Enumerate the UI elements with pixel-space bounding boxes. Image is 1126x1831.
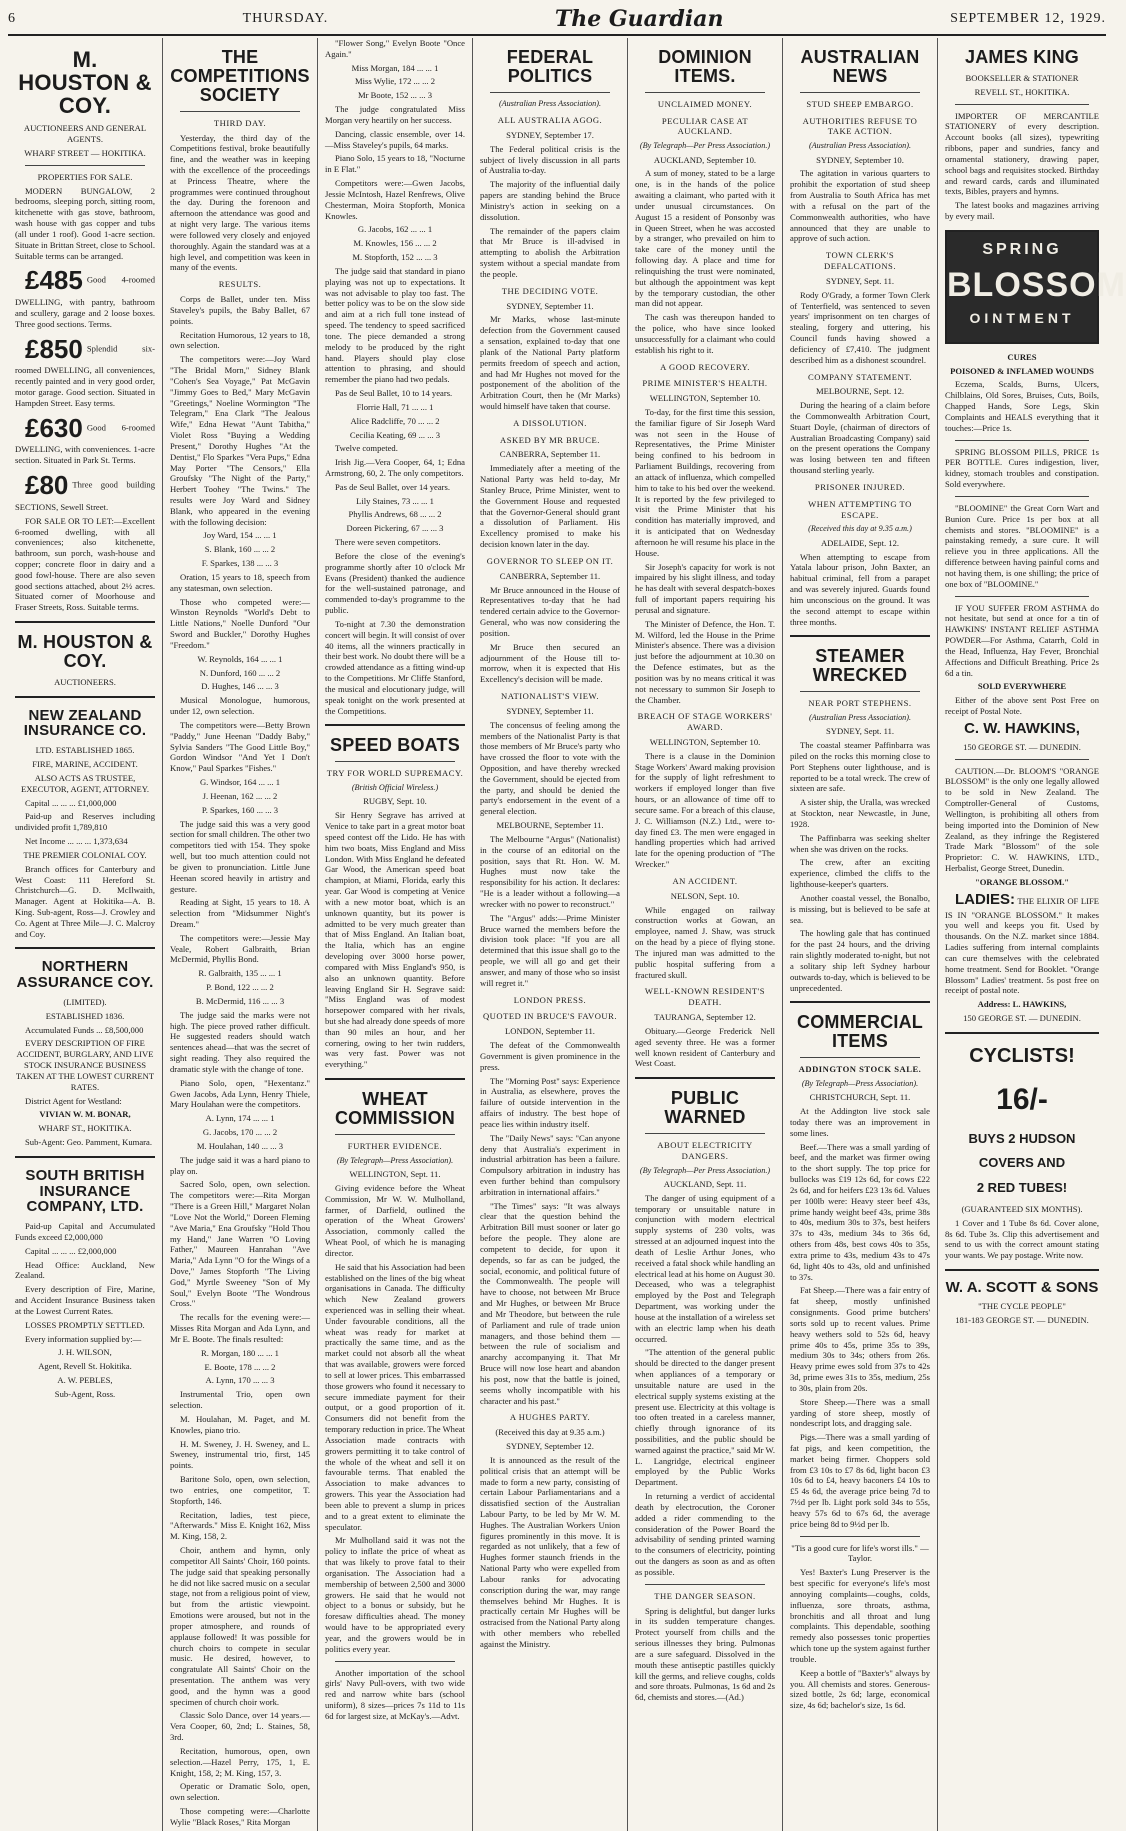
masthead-date: SEPTEMBER 12, 1929. xyxy=(950,11,1106,26)
ad-80: £80 Three good building SECTIONS, Sewell Street. xyxy=(15,470,155,512)
south-british-heading: SOUTH BRITISH INSURANCE COMPANY, LTD. xyxy=(25,1166,145,1216)
steamer-wrecked-heading: STEAMER WRECKED xyxy=(812,646,908,686)
public-warned-heading: PUBLIC WARNED xyxy=(664,1088,746,1128)
nz-insurance-heading: NEW ZEALAND INSURANCE CO. xyxy=(23,706,147,740)
properties-heading: PROPERTIES FOR SALE. xyxy=(37,171,133,182)
column-5: DOMINION ITEMS. UNCLAIMED MONEY. PECULIAR CASE AT AUCKLAND. (By Telegraph—Per Press Association.) AUCKLAND, September 10. A sum of money, stated to be a large one, is in the hands of the police awaiting a claimant, who parted with it under unusual circumstances. On August 15 a resident of Ponsonby was in Queen Street, when he was accosted by a stranger, who prevailed on him to take care of the money until the following day. A place and time for relinquishing the trust were nominated, but although the appointment was kept by the temporary custodian, the other man did not appear. The cash was thereupon handed to the police, who have since looked unsuccessfully for a claimant who could establish his right to it. A GOOD RECOVERY. PRIME MINISTER'S HEALTH. WELLINGTON, September 10. To-day, for the first time this session, the familiar figure of Sir Joseph Ward was not seen in the House of Representatives, the Prime Minister being confined to his bedroom in Parliament Buildings, recovering from an attack of influenza, which compelled him to take to his bed over the weekend. It is reported by the few privileged to visit the Prime Minister that his condition has materially improved, and it is anticipated that on Wednesday afternoon he will resume his place in the House. Sir Joseph's capacity for work is not impaired by his slight illness, and today he has dealt with several despatch-boxes full of important papers requiring his perusal and signature. The Minister of Defence, the Hon. T. M. Wilford, led the House in the Prime Minister's absence. There was a division just before the adjournment at 10.30 on the Defence estimates, but as the position was by no means critical it was not necessary to summon Sir Joseph to the Chamber. BREACH OF STAGE WORKERS' AWARD. WELLINGTON, September 10. There is a clause in the Dominion Stage Workers' Award making provision for the supply of light refreshment to workers if employed longer than five hours, or an allowance of time off to secure same. For a breach of this clause, J. C. Williamson (N.Z.) Ltd., were to-day fined £3. The men were engaged in handling properties which had arrived late for the opening production of "The Wrecker." AN ACCIDENT. NELSON, Sept. 10. While engaged on railway construction works at Gowan, an employee, named J. Shaw, was struck on the head by a piece of flying stone. The injured man was admitted to the public hospital suffering from a fractured skull. WELL-KNOWN RESIDENT'S DEATH. TAURANGA, September 12. Obituary.—George Frederick Nell aged seventy three. He was a former well known resident of Canterbury and West Coast. PUBLIC WARNED ABOUT ELECTRICITY DANGERS. (By Telegraph—Per Press Association.) AUCKLAND, Sept. 11. The danger of using equipment of a temporary or unsuitable nature in conjunction with modern electrical supply systems of 230 volts, was stressed at an adjourned inquest into the death of Leslie Arthur Jones, who received a fatal shock while handling an electrical lead at his home on August 30. Deceased, who was a telegraphist employed by the Post and Telegraph Department, was working under the house at the installation of a wireless set with an electric lamp when his death occurred. "The attention of the general public should be directed to the danger present when appliances of a temporary or unsuitable nature are used in the electrical supply systems existing at the present use. Electricity at this voltage is too often treated in a careless manner, chiefly through ignorance of its possibilities, and the public should be warned against the practice," said Mr W. L. Langridge, electrical engineer employed by the Public Works Department. In returning a verdict of accidental death by electrocution, the Coroner added a rider commending to the consideration of the Power Board the advisability of sending printed warning to the consumers of electricity, pointing out the dangers as soon as and as often as possible. THE DANGER SEASON. Spring is delightful, but danger lurks in its sudden temperature changes. Protect yourself from chills and the serious illnesses they bring. Pulmonas are a sure safeguard. Dissolved in the mouth these antiseptic pastilles quickly kill the germs, and relieve coughs, colds and sore throats. Pulmonas, 1s 6d and 2s 6d, chemists and stores.—(Ad.) xyxy=(628,38,783,1831)
column-3: "Flower Song," Evelyn Boote "Once Again." Miss Morgan, 184 ... ... 1 Miss Wylie, 172 ... ... 2 Mr Boote, 152 ... ... 3 The judge congratulated Miss Morgan very heartily on her success. Dancing, classic ensemble, over 14.—Miss Staveley's pupils, 64 marks. Piano Solo, 15 years to 18, "Nocturne in E Flat." Competitors were:—Gwen Jacobs, Jessie McIntosh, Hazel Renfrews, Olive Chesterman, Moira Stopforth, Monica Knowles. G. Jacobs, 162 ... ... 1 M. Knowles, 156 ... ... 2 M. Stopforth, 152 ... ... 3 The judge said that standard in piano playing was not up to expectations. It was not advisable to play too fast. The better policy was to be on the slow side and aim at a rich full tone instead of speed. The tendency to speed sacrificed tone. The piece demanded a strong melody to be produced by the right hand. Players should play close attention to phrasing, and should remember the piano had two pedals. Pas de Seul Ballet, 10 to 14 years. Florrie Hall, 71 ... ... 1 Alice Radcliffe, 70 ... ... 2 Cecilia Keating, 69 ... ... 3 Twelve competed. Irish Jig.—Vera Cooper, 64, 1; Edna Armstrong, 60, 2. The only competitors. Pas de Seul Ballet, over 14 years. Lily Staines, 73 ... ... 1 Phyllis Andrews, 68 ... ... 2 Doreen Pickering, 67 ... ... 3 There were seven competitors. Before the close of the evening's programme shortly after 10 o'clock Mr Evans (President) thanked the audience for the well-sustained patronage, and commended to-day's programme to the public. To-night at 7.30 the demonstration concert will begin. It will consist of over 40 items, all the winners practically in their best work. No doubt there will be a crowded attendance as a fitting wind-up to the Competitions. Mr Cliffe Stanford, the musical and elocutionary judge, will speak tonight on the work presented at the Competitions. SPEED BOATS TRY FOR WORLD SUPREMACY. (British Official Wireless.) RUGBY, Sept. 10. Sir Henry Segrave has arrived at Venice to take part in a great motor boat speed contest off the Lido. He has with him two boats, Miss England and Miss London. With Miss England he defeated Gar Wood, the American speed boat champion, at Miami, Florida, early this year. Gar Wood is competing at Venice with a new motor boat, which is an unknown quantity, but its power is admitted to be very much greater than that of Miss England. An Italian boat, the Italia, which has an engine developing over 3000 horse power, compared with Miss England's 950, is also an unknown quantity. Before leaving England Sir H. Segrave said: "Miss England was of modest horsepower compared with her rivals, but she had already done speeds of more than 90 miles an hour, and her cornering, owing to her twin rudders, was very fast. Power was not everything." WHEAT COMMISSION FURTHER EVIDENCE. (By Telegraph—Press Association). WELLINGTON, Sept. 11. Giving evidence before the Wheat Commission, Mr W. W. Mulholland, farmer, of Darfield, outlined the operation of the Wheat Growers' Association, commonly called the Wheat Pool, of which he is managing director. He said that his Association had been established on the lines of the big wheat organisations in Canada. The difficulty which New Zealand growers experienced was in selling their wheat. Under favourable conditions, all the wheat was ready for market at practically the same time, and as the market could not absorb all the wheat that was available, growers were forced to sell at lower prices. This embarrassed those growers who found it necessary to secure immediate payment for their output, or a good proportion of it. Consumers did not benefit from the temporary reduction in price. The Wheat Association made contracts with growers permitting it to take control of the whole of the wheat and sell it on favourable terms. That enabled the Association to make advances to growers. This year the Association had been able to prevent a slump in prices and to a great extent to eliminate the speculator. Mr Mulholland said it was not the policy to inflate the price of wheat as that was likely to prove fatal to their organisation. The Association had a membership of between 2,500 and 3000 growers. He said that he would not object to a bonus or subsidy, but he foresaw difficulties ahead. The money would have to be appropriated every year, and the growers would be in politics every year. Another importation of the school girls' Navy Pull-overs, with two wide red and narrow white bars (school uniform), 8 sizes—prices 7s 11d to 11s 6d for largest size, at McKay's.—Advt. xyxy=(318,38,473,1831)
scott-sons-heading: W. A. SCOTT & SONS xyxy=(945,1279,1099,1297)
column-4: FEDERAL POLITICS (Australian Press Association). ALL AUSTRALIA AGOG. SYDNEY, September 17. The Federal political crisis is the subject of lively discussion in all parts of Australia to-day. The majority of the influential daily papers are standing behind the Bruce Ministry's action in seeking on a dissolution. The remainder of the papers claim that Mr Bruce is ill-advised in attempting to abolish the Arbitration system without a special mandate from the people. THE DECIDING VOTE. SYDNEY, September 11. Mr Marks, whose last-minute defection from the Government caused a sensation, explained to-day that one plank of the National Party platform permits freedom of speech and action, and had Mr Hughes not moved for the postponement of the abolition of the Arbitration Court, then he (Mr Marks) would himself have taken that course. A DISSOLUTION. ASKED BY MR BRUCE. CANBERRA, September 11. Immediately after a meeting of the National Party was held to-day, Mr Stanley Bruce, Prime Minister, went to the Government House and requested that the Governor-General should grant a dissolution of Parliament. His Excellency promised to make his decision known later in the day. GOVERNOR TO SLEEP ON IT. CANBERRA, September 11. Mr Bruce announced in the House of Representatives to-day that he had tendered certain advice to the Governor-General, who was now considering the position. Mr Bruce then secured an adjournment of the House till to-morrow, when it is expected that His Excellency's decision will be made. NATIONALIST'S VIEW. SYDNEY, September 11. The concensus of feeling among the members of the Nationalist Party is that those members of Mr Bruce's party who have crossed the floor to vote with the Opposition, and have thereby wrecked the Government, should be ejected from the party, and should be denied the party's endorsement in the event of a general election. MELBOURNE, September 11. The Melbourne "Argus" (Nationalist) in the course of an editorial on the position, says that Rt. Hon. W. M. Hughes must now take the responsibility for his action. It declares: "He is a leader without a following—a wrecker with no power to reconstruct." The "Argus" adds:—Prime Minister Bruce warned the members before the division took place: "If you are all determined that this issue shall go to the people, we will all go and get their answer, and many of those who so insist will regret it." LONDON PRESS. QUOTED IN BRUCE'S FAVOUR. LONDON, September 11. The defeat of the Commonwealth Government is given prominence in the press. The "Morning Post" says: Experience in Australia, as elsewhere, proves the failure of outside intervention in the affairs of industry. The best hope of peace lies within industry itself. The "Daily News" says: "Can anyone deny that Australia's experiment in industrial arbitration has been a failure. Compulsory arbitration in industry has even further behind than compulsory arbitration in international affairs." "The Times" says: "It was always clear that the question behind the Arbitration Bill must sooner or later go before the people. They alone are competent to decide, for upon it depends, so far as can be judged, the social, economic, and political future of the Commonwealth. The people will have to choose, not between Mr Bruce and Mr Hughes, or between Mr Bruce and Mr Theodore, but between the rule of Parliament and rule of trade union managers, and those behind them —between the rule of socialism and anarchy accompanying it. That Mr Bruce will now lose heart and abandon his post, now that the battle is joined, seems wholly incompatible with his character and his past." A HUGHES PARTY. (Received this day at 9.35 a.m.) SYDNEY, September 12. It is announced as the result of the political crisis that an attempt will be made to form a new party, consisting of certain Labour Parliamentarians and a dissatisfied section of the Australian Labour Party, to be led by Mr W. M. Hughes. The Australian Workers Union figures prominently in this move. It is regarded as not unlikely, that a few of Hughes former staunch friends in the National Party who were expelled from Labour ranks for advocating conscription during the war, may range themselves behind Mr Hughes. It is practically certain Mr Hughes will be ostracised from the National Party along with other members who rebelled against the Ministry. xyxy=(473,38,628,1831)
ad-485: £485 Good 4-roomed DWELLING, with pantry, bathroom and scullery, garage and 2 loose boxes. Three good sections. Terms. xyxy=(15,265,155,329)
column-2: THE COMPETITIONS SOCIETY THIRD DAY. Yesterday, the third day of the Competitions festival, broke beautifully fine, and the weather was in keeping with the excellence of the proceedings at Princess Theatre, where the programmes were continued throughout the day. During the forenoon and afternoon the attendance was good and at night very large. The various items were followed very closely and enjoyed thoroughly. Again the standard was at a high level, and competition was keen in many of the events. RESULTS. Corps de Ballet, under ten. Miss Staveley's pupils, the Baby Ballet, 67 points. Recitation Humorous, 12 years to 18, own selection. The competitors were:—Joy Ward "The Bridal Morn," Sidney Blank "Cohen's Sea Voyage," Pat McGavin "Jimmy Goes to Bed," Mary McGavin "Greetings," Noeline Wormington "The Telegram," Ena Clark "The Jealous Wife," Edna Hewat "Aunt Tabitha," Violet Ross "Buying a Wedding Present," Dorothy Hughes "At the Dentist," Flo Sparkes "Vera Pups," Edna May Porter "The Censors," Ella Groufsky "The Night of the Party," Herbert Toohey "The Twins." The results were Joy Ward and Sidney Blank, who appeared in the evening with the following decision: Joy Ward, 154 ... ... 1 S. Blank, 160 ... ... 2 F. Sparkes, 138 ... ... 3 Oration, 15 years to 18, speech from any statesman, own selection. Those who competed were:—Winston Reynolds "World's Debt to Little Nations," Noelle Dunford "Our Sword and Buckler," Dorothy Hughes "Freedom." W. Reynolds, 164 ... ... 1 N. Dunford, 160 ... ... 2 D. Hughes, 146 ... ... 3 Musical Monologue, humorous, under 12, own selection. The competitors were—Betty Brown "Paddy," June Heenan "Daddy Baby," Sylvia Sanders "The Good Little Boy," Gordon Windsor "And Yet I Don't Know," Paul Sparkes "Fishes." G. Windsor, 164 ... ... 1 J. Heenan, 162 ... ... 2 P. Sparkes, 160 ... ... 3 The judge said this was a very good section for small children. The other two competitors tied with 154. They spoke well, but too much attention could not be given to pronunciation. Little June Heenan scored heavily in artistry and gesture. Reading at Sight, 15 years to 18. A selection from "Midsummer Night's Dream." The competitors were:—Jessie May Veale, Robert Galbraith, Brian McDermid, Phyllis Bond. R. Galbraith, 135 ... ... 1 P. Bond, 122 ... ... 2 B. McDermid, 116 ... ... 3 The judge said the marks were not high. The piece proved rather difficult. He suggested readers should watch sentences ahead—that was the secret of sight reading. They also required the dramatic style with the change of tone. Piano Solo, open, "Hexentanz." Gwen Jacobs, Ada Lynn, Henry Thiele, Mary Houlahan were the competitors. A. Lynn, 174 ... ... 1 G. Jacobs, 170 ... ... 2 M. Houlahan, 140 ... ... 3 The judge said it was a hard piano to play on. Sacred Solo, open, own selection. The competitors were:—Rita Morgan "There is a Green Hill," Margaret Nolan "Love Not the World," Doreen Fleming "Ave Maria," Ena Groufsky "Hold Thou my Hand," Jane Warren "O Loving Father," Maureen Hanrahan "Ave Maria," Ada Lynn "O for the Wings of a Dove," James Stopforth "The Living God," Myrtle Sweeney "Son of My Soul," Evelyn Boote "The Wondrous Cross." The recalls for the evening were:—Misses Rita Morgan and Ada Lynn, and Mr E. Boote. The finals resulted: R. Morgan, 180 ... ... 1 E. Boote, 178 ... ... 2 A. Lynn, 170 ... ... 3 Instrumental Trio, open own selection. M. Houlahan, M. Paget, and M. Knowles, piano trio. H. M. Sweney, J. H. Sweney, and L. Sweney, instrumental trio, first, 145 points. Baritone Solo, open, own selection, two entries, one competitor, T. Stopforth, 146. Recitation, ladies, test piece, "Afterwards." Miss E. Knight 162, Miss M. King, 158, 2. Choir, anthem and hymn, only competitor All Saints' Choir, 160 points. The judge said that speaking personally he did not like sacred music on a secular stage, not from a religious point of view, but from the artistic viewpoint. Emotions were aroused, but not in the proper atmosphere, and rounds of applause followed! It was possible for church choirs to compete in secular music. He desired, however, to congratulate All Saints' Choir on the presentation. The anthem was very good, and the hymn was a good specimen of church choir work. Classic Solo Dance, over 14 years.—Vera Cooper, 60, 2nd; L. Staines, 58, 3rd. Recitation, humorous, open, own selection.—Hazel Perry, 175, 1, E. Knight, 158, 2; M. King, 157, 3. Operatic or Dramatic Solo, open, own selection. Those competing were:—Charlotte Wylie "Black Roses," Rita Morgan xyxy=(163,38,318,1831)
spring-blossom-logo: SPRING BLOSSOM OINTMENT xyxy=(945,230,1099,344)
ad-630: £630 Good 6-roomed DWELLING, with conveniences. 1-acre section. Situated in Park St. Terms. xyxy=(15,412,155,466)
commercial-items-heading: COMMERCIAL ITEMS xyxy=(797,1012,923,1052)
federal-politics-heading: FEDERAL POLITICS xyxy=(506,47,594,86)
australian-news-heading: AUSTRALIAN NEWS xyxy=(800,47,920,86)
ad-bungalow: MODERN BUNGALOW, 2 bedrooms, sleeping porch, sitting room, kitchenette with gas stove, bathroom, wash house with gas copper and tubs (all under 1 roof). Good 1-acre section. Situate in Brittan Street, close to School. Suitable terms can be arranged. xyxy=(15,185,155,261)
column-7: JAMES KING BOOKSELLER & STATIONER REVELL ST., HOKITIKA. IMPORTER OF MERCANTILE STATIONERY of every description. Account books (all sizes), typewriting ribbons, paper and sundries, fancy and ornamental stationery, drawing paper, school bags and requisites stocked. Birthday and reward cards, cards and illuminated texts, Bibles, prayers and hymns. The latest books and magazines arriving by every mail. SPRING BLOSSOM OINTMENT CURES POISONED & INFLAMED WOUNDS Eczema, Scalds, Burns, Ulcers, Chilblains, Old Sores, Bruises, Cuts, Boils, Chapped Hands, Sore Legs, Skin Complaints and HEALS everything that it touches:—Price 1s. SPRING BLOSSOM PILLS, PRICE 1s PER BOTTLE. Cures indigestion, liver, kidney, stomach troubles and constipation. Sold everywhere. "BLOOMINE" the Great Corn Wart and Bunion Cure. Price 1s per box at all chemists and stores. "BLOOMINE" is a painstaking remedy, a sure cure. It will relieve you in three applications. All the difference between having painful corns and not having them, is one shilling; the price of one box of "BLOOMINE." IF YOU SUFFER FROM ASTHMA do not hesitate, but send at once for a tin of HAWKINS' INSTANT RELIEF ASTHMA POWDER—For Asthma, Catarrh, Cold in the Head, Influenza, Hay Fever, Bronchial Affections and Difficult Breathing. Price 2s 6d a tin. SOLD EVERYWHERE Either of the above sent Post Free on receipt of Postal Note. C. W. HAWKINS, 150 GEORGE ST. — DUNEDIN. CAUTION.—Dr. BLOOM'S "ORANGE BLOSSOM" is the only one legally allowed to be sold in New Zealand. The Comptroller-General of Customs, Wellington, is prohibiting all others from being imported into the Dominion of New Zealand, as they infringe the Registered Trade Mark "Blossom" of the sole Proprietor: C. W. HAWKINS, LTD., Herbalist, George Street, Dunedin. "ORANGE BLOSSOM." LADIES: THE ELIXIR OF LIFE IS IN "ORANGE BLOSSOM." It makes you well and keeps you fit. Used by thousands. On the N.Z. market since 1884. Ladies suffering from internal complaints can cure themselves with the celebrated home treatment. Send for Booklet. "Orange Blossom" Ladies' treatment. 5s post free on receipt of postal note. Address: L. HAWKINS, 150 GEORGE ST. — DUNEDIN. CYCLISTS! 16/- BUYS 2 HUDSON COVERS AND 2 RED TUBES! (GUARANTEED SIX MONTHS). 1 Cover and 1 Tube 8s 6d. Cover alone, 8s 6d. Tube 3s. Clip this advertisement and send to us with the correct amount stating your wants. We pay postage. Write now. W. A. SCOTT & SONS "THE CYCLE PEOPLE" 181-183 GEORGE ST. — DUNEDIN. xyxy=(945,47,1126,1325)
masthead xyxy=(8,4,1106,36)
speed-boats-heading: SPEED BOATS xyxy=(330,735,460,756)
column-6: AUSTRALIAN NEWS STUD SHEEP EMBARGO. AUTHORITIES REFUSE TO TAKE ACTION. (Australian Press Association). SYDNEY, September 10. The agitation in various quarters to prohibit the exportation of stud sheep from Australia to South Africa has met with a refusal on the part of the Commonwealth authorities, who have announced that they are unable to approve of such action. TOWN CLERK'S DEFALCATIONS. SYDNEY, Sept. 11. Rody O'Grady, a former Town Clerk of Tenterfield, was sentenced to seven years' imprisonment on ten charges of stealing, forgery and uttering, his Council funds having showed a deficiency of £7,410. The judgment described him as a dishonest scoundrel. COMPANY STATEMENT. MELBOURNE, Sept. 12. During the hearing of a claim before the Commonwealth Arbitration Court, Stuart Doyle, (chairman of directors of Australian Broadcasting Company) said on the present operations the Company was losing between ten and fifteen thousand sterling yearly. PRISONER INJURED. WHEN ATTEMPTING TO ESCAPE. (Received this day at 9.35 a.m.) ADELAIDE, Sept. 12. When attempting to escape from Yatala labour prison, John Baxter, an habitual criminal, fell from a parapet and was severely injured. Guards found him unconscious on the ground. It was the second attempt to escape within three months. STEAMER WRECKED NEAR PORT STEPHENS. (Australian Press Association). SYDNEY, Sept. 11. The coastal steamer Paffinbarra was piled on the rocks this morning close to Port Stephens outer lighthouse, and is reported to be a total wreck. The crew of sixteen are safe. A sister ship, the Uralla, was wrecked at Stockton, near Newcastle, in June, 1928. The Paffinbarra was seeking shelter when she was driven on the rocks. The crew, after an exciting experience, climbed the cliffs to the lighthouse-keeper's quarters. Another coastal vessel, the Bonalbo, is missing, but is believed to be safe at sea. The howling gale that has continued for the past 24 hours, and the driving rain slightly moderated to-night, but not a solitary ship left Sydney harbour outwards to-day, which is believed to be unprecedented. COMMERCIAL ITEMS ADDINGTON STOCK SALE. (By Telegraph—Press Association). CHRISTCHURCH, Sept. 11. At the Addington live stock sale today there was an improvement in some lines. Beef.—There was a small yarding of beef, and the market was firmer owing to the short supply. The top price for bullocks was £19 12s 6d, for cows £22 2s 6d, and for heifers £23 13s 6d. Values per 100lb were: Heavy steer beef 43s, prime handy weight beef 43s, prime 38s to 40s, medium 30s to 37s, best heifers 37s to 43s, medium 34s to 36s 6d, others from 48s, best cows 40s to 35s, extra prime to 43s, medium 43s to 47s 6d, light 40s to 43s, old and unfinished to 37s. Fat Sheep.—There was a fair entry of fat sheep, mostly unfinished consignments. Good prime butchers' sorts sold up to recent values. Prime heavy wethers sold to 52s 6d, heavy prime 40s to 45s, prime 35s to 39s, medium 30s to 34s; others from 26s. Heavy prime ewes sold from 37s to 42s 3d, prime ewes 31s to 35s, medium, 25s to 30s, plain from 20s. Store Sheep.—There was a small yarding of store sheep, mostly of nondescript lots, and dragging sale. Pigs.—There was a small yarding of fat pigs, and keen competition, the market being firmer. Choppers sold from £3 10s to £7 8s 6d, light bacon £3 10s 6d to £4, heavy baconers £4 10s to £5 4s 6d, the average price being 7d to 7½d per lb. Light pork sold 34s to 55s, heavy 57s 6d to 67s 6d, the average price being 8d to 9½d per lb. "Tis a good cure for life's worst ills." —Taylor. Yes! Baxter's Lung Preserver is the best specific for everyone's life's most annoying complaints—coughs, colds, influenza, sore throats, asthma, bronchitis and all throat and lung complaints. This dependable, soothing remedy also possesses tonic properties which tone up the system against further trouble. Keep a bottle of "Baxter's" always by you. All chemists and stores. Generous-sized bottle, 2s 6d; large, economical size, 4s 6d; bachelor's size, 1s 6d. xyxy=(783,38,938,1831)
page-columns xyxy=(8,38,1126,1827)
houston-address: WHARF STREET — HOKITIKA. xyxy=(24,147,146,158)
ad-850: £850 Splendid six-roomed DWELLING, all conveniences, recently painted and in very good order, motor garage. Good section. Situated in Hampden Street. Easy terms. xyxy=(15,333,155,408)
northern-assurance-heading: NORTHERN ASSURANCE COY. xyxy=(16,958,154,992)
ad-for-sale: FOR SALE OR TO LET:—Excellent 6-roomed dwelling, with all conveniences; also kitchenette, bathroom, sun porch, wash-house and copper; concrete floor in dairy and a good fowl-house. There are also seven good sections attached, about 2½ acres. Situated corner of Moorhouse and Fraser Streets, Ross. Suitable terms. xyxy=(15,515,155,613)
houston-sub: AUCTIONEERS AND GENERAL AGENTS. xyxy=(23,123,147,145)
price-16: 16/- xyxy=(996,1083,1048,1117)
houston-heading-2: M. HOUSTON & COY. xyxy=(17,632,153,672)
dominion-items-heading: DOMINION ITEMS. xyxy=(658,47,752,86)
competitions-heading: THE COMPETITIONS SOCIETY xyxy=(170,47,310,105)
page-number: 6 xyxy=(8,11,16,26)
newspaper-title: The Guardian xyxy=(554,6,724,32)
masthead-day: THURSDAY. xyxy=(242,11,329,26)
wheat-commission-heading: WHEAT COMMISSION xyxy=(334,1089,455,1129)
column-1: M. HOUSTON & COY. AUCTIONEERS AND GENERAL AGENTS. WHARF STREET — HOKITIKA. PROPERTIES FOR SALE. MODERN BUNGALOW, 2 bedrooms, sleeping porch, sitting room, kitchenette with gas stove, bathroom, wash house with gas copper and tubs (all under 1 roof). Good 1-acre section. Situate in Brittan Street, close to School. Suitable terms can be arranged. £485 Good 4-roomed DWELLING, with pantry, bathroom and scullery, garage and 2 loose boxes. Three good sections. Terms. £850 Splendid six-roomed DWELLING, all conveniences, recently painted and in very good order, motor garage. Good section. Situated in Hampden Street. Easy terms. £630 Good 6-roomed DWELLING, with conveniences. 1-acre section. Situated in Park St. Terms. £80 Three good building SECTIONS, Sewell Street. FOR SALE OR TO LET:—Excellent 6-roomed dwelling, with all conveniences; also kitchenette, bathroom, sun porch, wash-house and copper; concrete floor in dairy and a good fowl-house. There are also seven good sections attached, about 2½ acres. Situated corner of Moorhouse and Fraser Streets, Ross. Suitable terms. M. HOUSTON & COY. AUCTIONEERS. NEW ZEALAND INSURANCE CO. LTD. ESTABLISHED 1865. FIRE, MARINE, ACCIDENT. ALSO ACTS AS TRUSTEE, EXECUTOR, AGENT, ATTORNEY. Capital ... ... ... £1,000,000 Paid-up and Reserves including undivided profit 1,789,810 Net Income ... ... ... 1,373,634 THE PREMIER COLONIAL COY. Branch offices for Canterbury and West Coast: 111 Hereford St. Christchurch—G. D. McIlwaith, Manager. Agent at Hokitika—A. B. King. Sub-agent, Ross—J. Crowley and Co. Agent at Three Mile—J. C. Malcroy and Coy. NORTHERN ASSURANCE COY. (LIMITED). ESTABLISHED 1836. Accumulated Funds ... £8,500,000 EVERY DESCRIPTION OF FIRE ACCIDENT, BURGLARY, AND LIVE STOCK INSURANCE BUSINESS TAKEN AT THE LOWEST CURRENT RATES. District Agent for Westland: VIVIAN W. M. BONAR, WHARF ST., HOKITIKA. Sub-Agent: Geo. Pamment, Kumara. SOUTH BRITISH INSURANCE COMPANY, LTD. Paid-up Capital and Accumulated Funds exceed £2,000,000 Capital ... ... ... £2,000,000 Head Office: Auckland, New Zealand. Every description of Fire, Marine, and Accident Insurance Business taken at the Lowest Current Rates. LOSSES PROMPTLY SETTLED. Every information supplied by:— J. H. WILSON, Agent, Revell St. Hokitika. A. W. PEBLES, Sub-Agent, Ross. xyxy=(8,38,163,1831)
houston-heading: M. HOUSTON & COY. xyxy=(18,47,152,119)
james-king-heading: JAMES KING xyxy=(964,47,1080,67)
cyclists-heading: CYCLISTS! xyxy=(969,1044,1075,1067)
